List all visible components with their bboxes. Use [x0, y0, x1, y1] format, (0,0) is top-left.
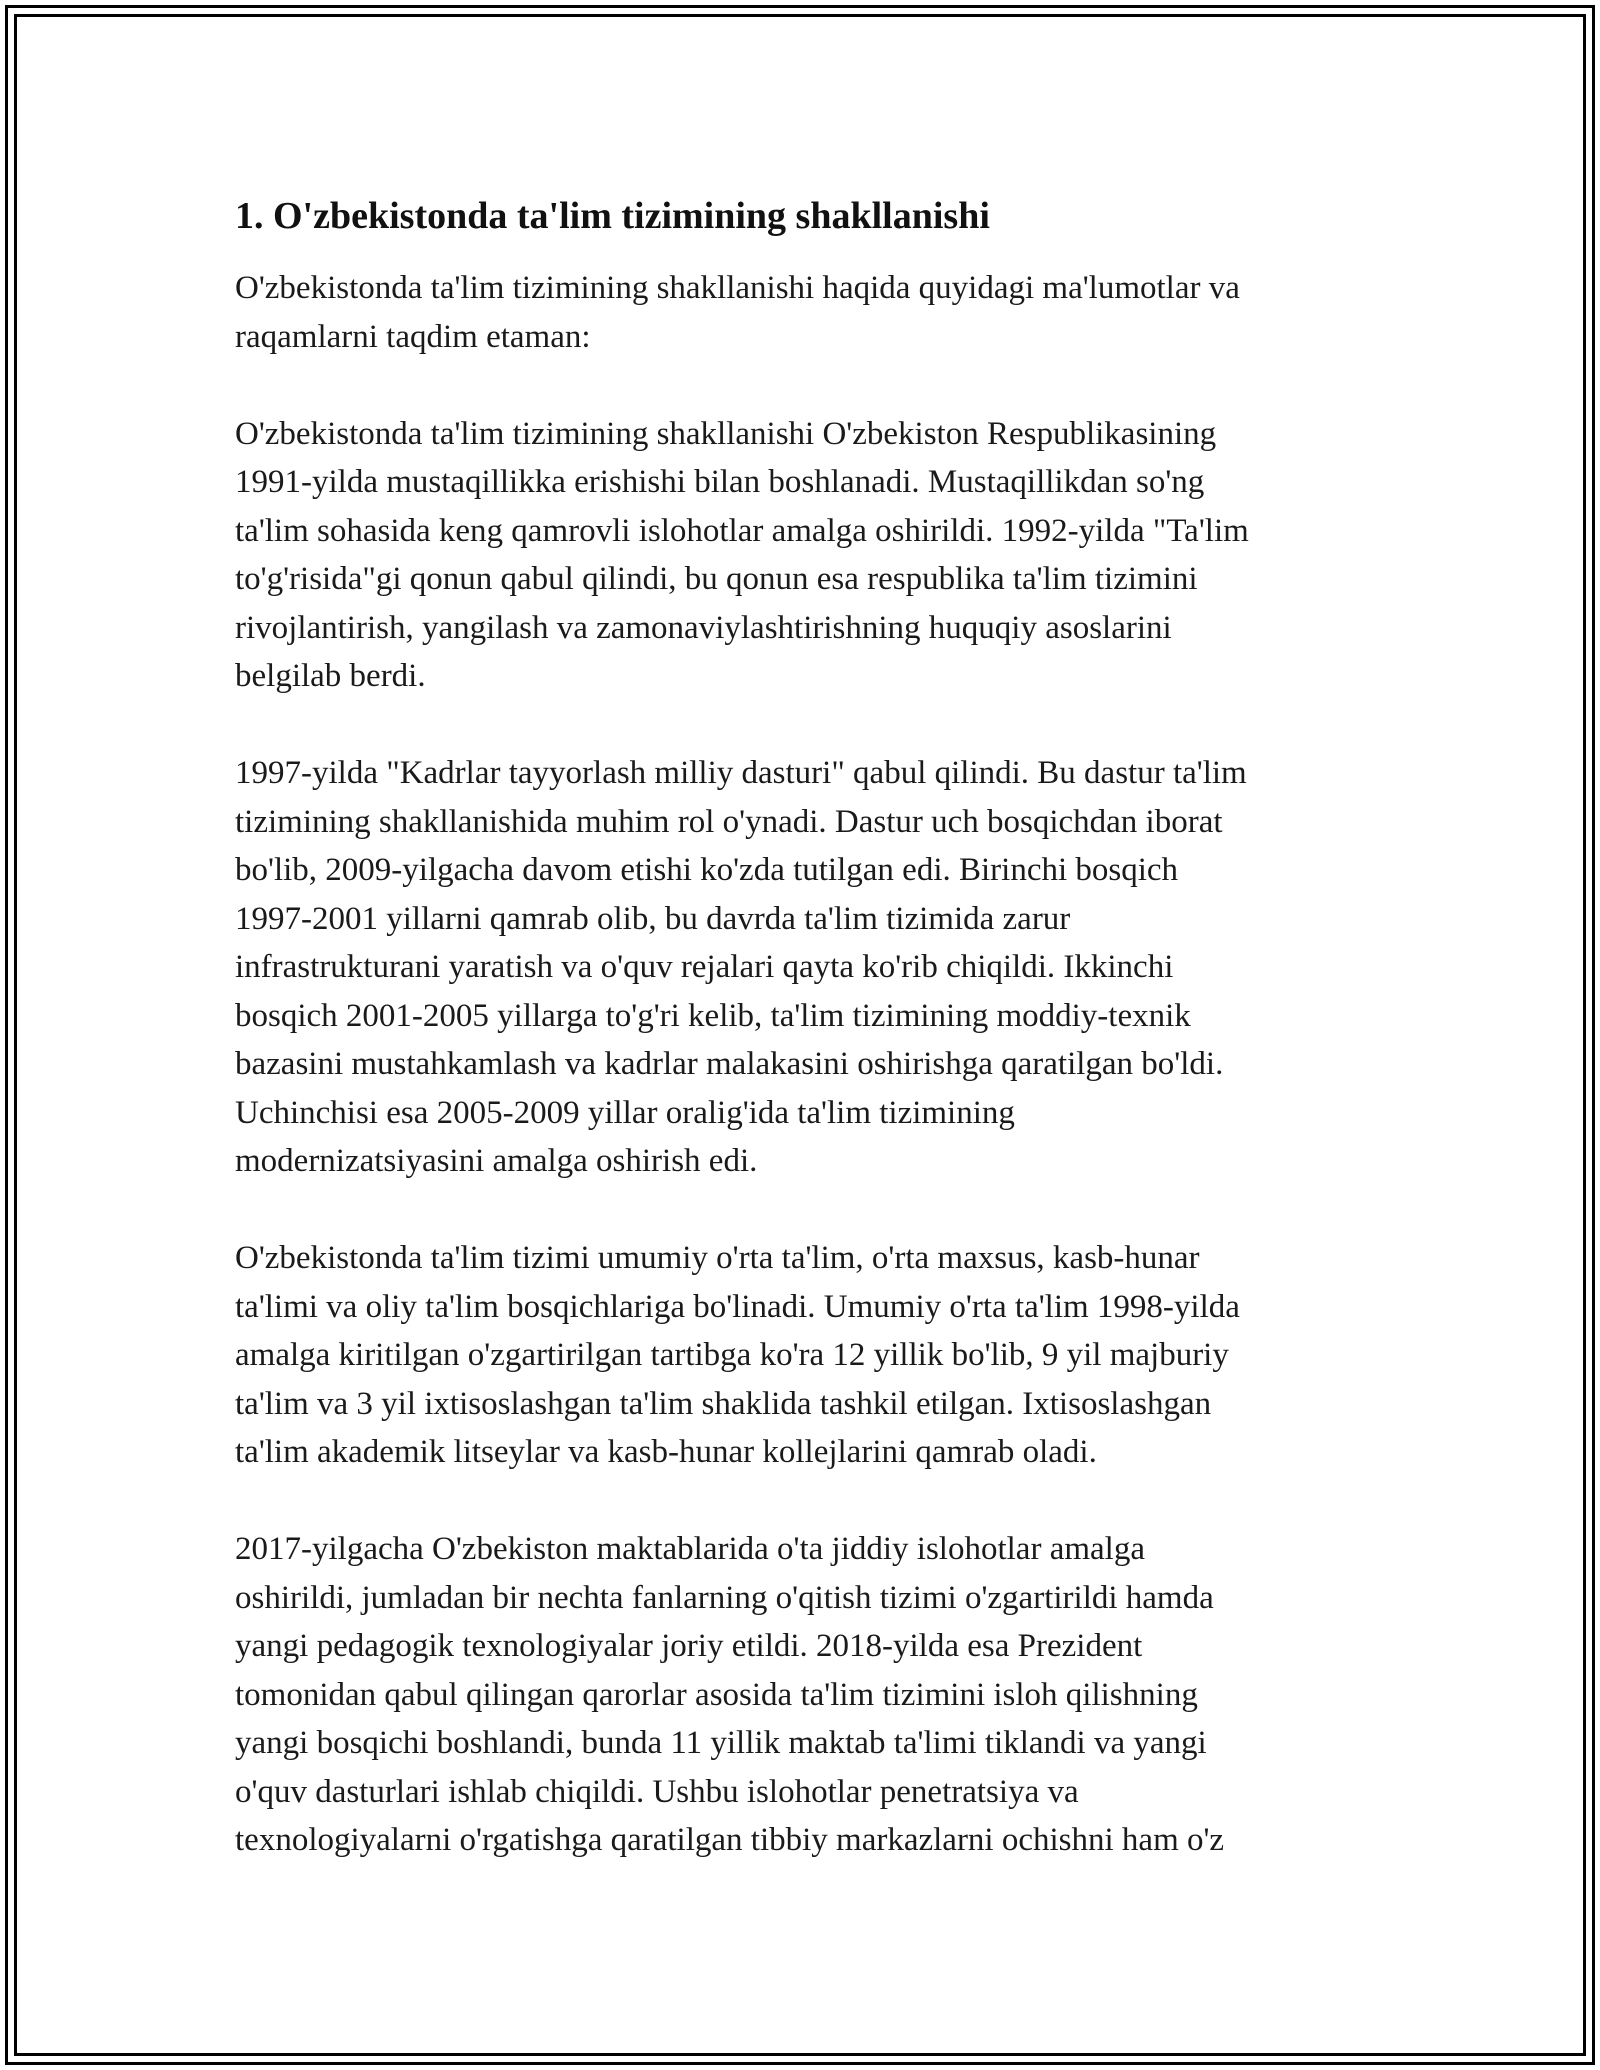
- document-body: [235, 192, 1370, 1913]
- paragraph-education-levels: O'zbekistonda ta'lim tizimi umumiy o'rta ta'lim, o'rta maxsus, kasb-hunar ta'limi va oliy ta'lim bosqichlariga bo'linadi. Umumiy o'rta ta'lim 1998-yilda amalga kiritilgan o'zgartirilgan tartibga ko'ra 12 yillik bo'lib, 9 yil majburiy ta'lim va 3 yil ixtisoslashgan ta'lim shaklida tashkil etilgan. Ixtisoslashgan ta'lim akademik litseylar va kasb-hunar kollejlarini qamrab oladi.: [235, 1240, 1240, 1470]
- section-title: 1. O'zbekistonda ta'lim tizimining shakllanishi: [235, 195, 990, 237]
- paragraph-reforms: 2017-yilgacha O'zbekiston maktablarida o'ta jiddiy islohotlar amalga oshirildi, jumladan bir nechta fanlarning o'qitish tizimi o'zgartirildi hamda yangi pedagogik texnologiyalar joriy etildi. 2018-yilda esa Prezident tomonidan qabul qilingan qarorlar asosida ta'lim tizimini isloh qilishning yangi bosqichi boshlandi, bunda 11 yillik maktab ta'limi tiklandi va yangi o'quv dasturlari ishlab chiqildi. Ushbu islohotlar penetratsiya va texnologiyalarni o'rgatishga qaratilgan tibbiy markazlarni ochishni ham o'z: [235, 1531, 1225, 1858]
- paragraph-national-program: 1997-yilda "Kadrlar tayyorlash milliy dasturi" qabul qilindi. Bu dastur ta'lim tizimining shakllanishida muhim rol o'ynadi. Dastur uch bosqichdan iborat bo'lib, 2009-yilgacha davom etishi ko'zda tutilgan edi. Birinchi bosqich 1997-2001 yillarni qamrab olib, bu davrda ta'lim tizimida zarur infrastrukturani yaratish va o'quv rejalari qayta ko'rib chiqildi. Ikkinchi bosqich 2001-2005 yillarga to'g'ri kelib, ta'lim tizimining moddiy-texnik bazasini mustahkamlash va kadrlar malakasini oshirishga qaratilgan bo'ldi. Uchinchisi esa 2005-2009 yillar oralig'ida ta'lim tizimining modernizatsiyasini amalga oshirish edi.: [235, 755, 1247, 1179]
- paragraph-independence: O'zbekistonda ta'lim tizimining shakllanishi O'zbekiston Respublikasining 1991-yilda mustaqillikka erishishi bilan boshlanadi. Mustaqillikdan so'ng ta'lim sohasida keng qamrovli islohotlar amalga oshirildi. 1992-yilda "Ta'lim to'g'risida"gi qonun qabul qilindi, bu qonun esa respublika ta'lim tizimini rivojlantirish, yangilash va zamonaviylashtirishning huquqiy asoslarini belgilab berdi.: [235, 415, 1249, 694]
- paragraph-intro: O'zbekistonda ta'lim tizimining shakllanishi haqida quyidagi ma'lumotlar va raqamlarni taqdim etaman:: [235, 270, 1240, 355]
